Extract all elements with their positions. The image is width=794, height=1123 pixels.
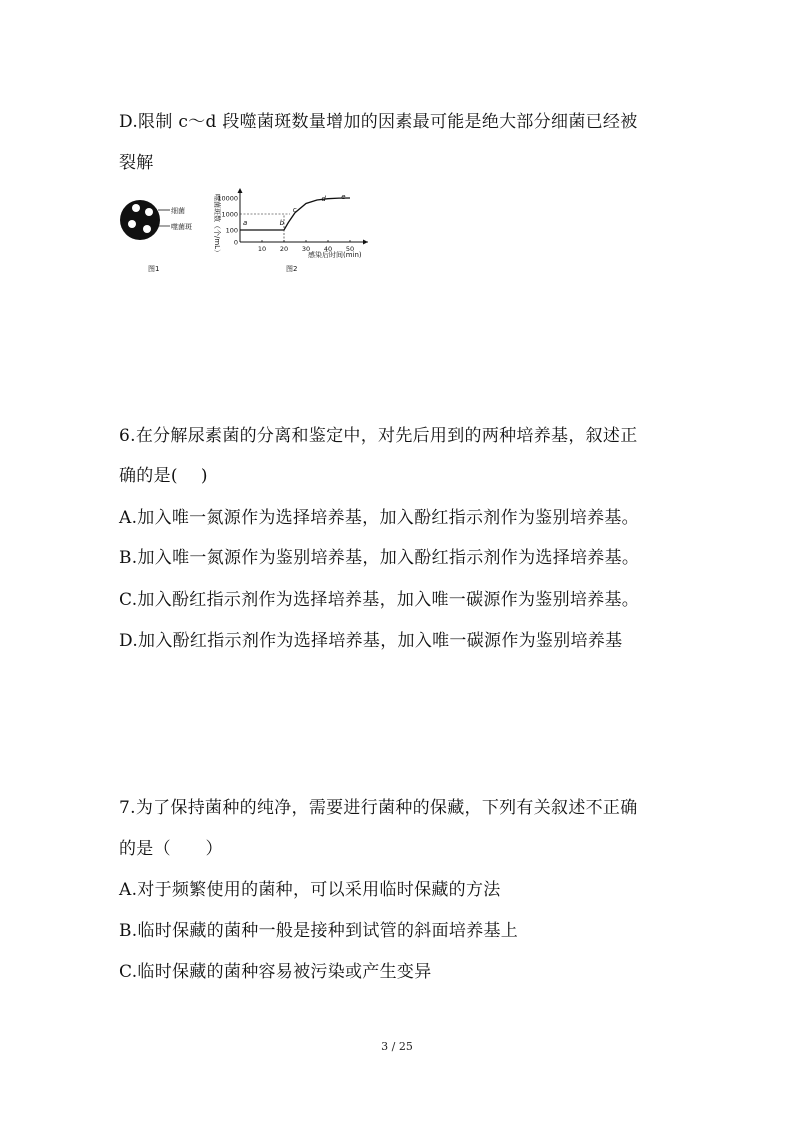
x-axis-arrow xyxy=(363,240,368,245)
plaque xyxy=(128,220,136,228)
x-axis-label: 感染后时间(min) xyxy=(308,251,362,259)
x-tick-label: 30 xyxy=(301,245,311,253)
point-label-c: c xyxy=(292,206,297,214)
plaque xyxy=(132,204,140,212)
option-6c: C.加入酚红指示剂作为选择培养基，加入唯一碳源作为鉴别培养基。 xyxy=(119,590,640,610)
y-tick-label: 0 xyxy=(233,238,238,247)
plaque xyxy=(145,208,153,216)
option-6d: D.加入酚红指示剂作为选择培养基，加入唯一碳源作为鉴别培养基 xyxy=(119,631,623,651)
point-label-e: e xyxy=(341,193,346,201)
x-tick-label: 20 xyxy=(279,245,289,253)
text-line-2: 裂解 xyxy=(119,153,154,173)
x-tick-label: 40 xyxy=(323,245,333,253)
x-tick-label: 50 xyxy=(345,245,355,253)
y-axis-label: 噬菌斑数（个/mL） xyxy=(213,194,221,257)
figure-1-label: 图1 xyxy=(148,265,160,273)
option-6a: A.加入唯一氮源作为选择培养基，加入酚红指示剂作为鉴别培养基。 xyxy=(119,508,639,528)
point-label-b: b xyxy=(279,219,285,227)
point-label-d: d xyxy=(321,195,326,203)
y-axis-arrow xyxy=(238,188,243,193)
y-tick-label: 100 xyxy=(225,226,238,235)
y-tick-label: 1000 xyxy=(221,210,238,219)
callout-plaque: 噬菌斑 xyxy=(171,223,192,231)
figure-1 xyxy=(120,200,192,273)
figure-2-label: 图2 xyxy=(286,265,298,273)
option-7a: A.对于频繁使用的菌种，可以采用临时保藏的方法 xyxy=(119,880,501,900)
option-7c: C.临时保藏的菌种容易被污染或产生变异 xyxy=(119,962,432,982)
figure-2 xyxy=(213,188,368,273)
series-line xyxy=(240,198,350,230)
petri-dish xyxy=(120,200,160,240)
text-line-1: D.限制 c～d 段噬菌斑数量增加的因素最可能是绝大部分细菌已经被 xyxy=(119,112,638,132)
point-label-a: a xyxy=(243,219,248,227)
plaque xyxy=(143,225,151,233)
text-line-7: 7.为了保持菌种的纯净，需要进行菌种的保藏，下列有关叙述不正确 xyxy=(119,798,638,818)
page-number: 3 / 25 xyxy=(381,1040,413,1053)
option-6b: B.加入唯一氮源作为鉴别培养基，加入酚红指示剂作为选择培养基。 xyxy=(119,548,640,568)
callout-bacteria: 细菌 xyxy=(171,207,185,215)
option-7b: B.临时保藏的菌种一般是接种到试管的斜面培养基上 xyxy=(119,921,519,941)
text-line-8: 的是（ ） xyxy=(119,839,223,859)
text-line-3: 6.在分解尿素菌的分离和鉴定中，对先后用到的两种培养基，叙述正 xyxy=(119,426,638,446)
y-tick-label: 10000 xyxy=(217,194,238,203)
figure-phage-plaques xyxy=(118,186,378,278)
x-tick-label: 10 xyxy=(257,245,267,253)
text-line-4: 确的是( ) xyxy=(119,466,208,486)
